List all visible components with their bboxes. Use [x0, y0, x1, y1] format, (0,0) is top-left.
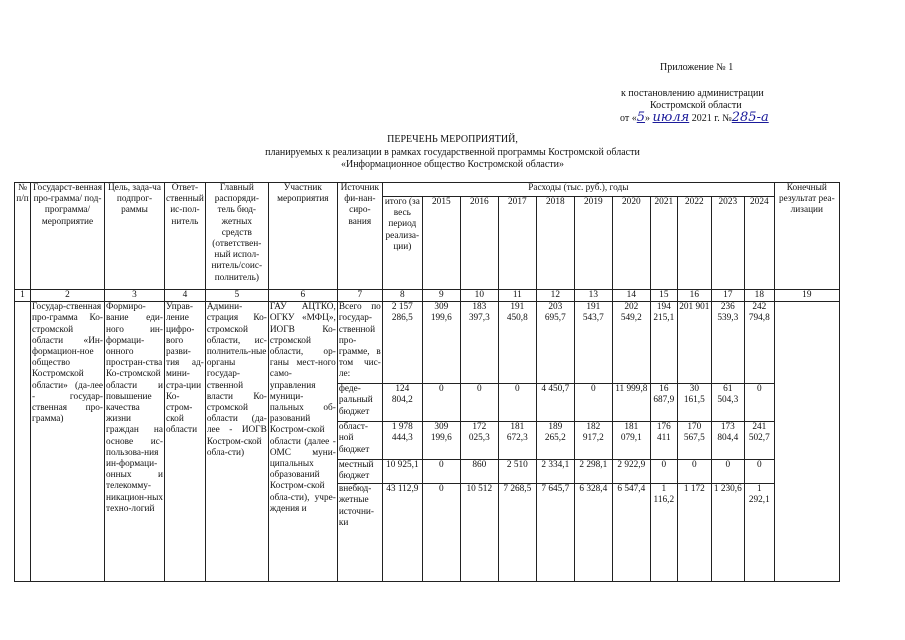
- value-cell: 7 645,7: [536, 484, 574, 582]
- header-program: Государст-венная про-грамма/ под-программа/ мероприятие: [31, 183, 105, 290]
- value-cell: 203 695,7: [536, 302, 574, 384]
- value-cell: 10 512: [460, 484, 498, 582]
- total-cell: 43 112,9: [382, 484, 422, 582]
- value-cell: 181 672,3: [498, 422, 536, 460]
- value-cell: 6 547,4: [612, 484, 650, 582]
- value-cell: 182 917,2: [574, 422, 612, 460]
- value-cell: 0: [422, 460, 460, 484]
- header-year: 2017: [498, 197, 536, 290]
- value-cell: 61 504,3: [711, 384, 744, 422]
- header-participant: Участник мероприятия: [268, 183, 337, 290]
- value-cell: 173 804,4: [711, 422, 744, 460]
- value-cell: 236 539,3: [711, 302, 744, 384]
- header-year: 2021: [650, 197, 677, 290]
- header-expenses: Расходы (тыс. руб.), годы: [382, 183, 774, 197]
- column-number: 5: [205, 290, 268, 302]
- participant-cell: ГАУ АЦТКО, ОГКУ «МФЦ», ИОГВ Ко-стромской области, ор-ганы мест-ного само-управления муници-пальных об-разований Костром-ской области (далее - ОМС муни-ципальных образований Костром-ской обла-сти), учре-ждения и: [268, 302, 337, 582]
- header-year: 2018: [536, 197, 574, 290]
- value-cell: 0: [711, 460, 744, 484]
- value-cell: 191 450,8: [498, 302, 536, 384]
- column-number: 7: [337, 290, 382, 302]
- total-cell: 2 157 286,5: [382, 302, 422, 384]
- value-cell: 202 549,2: [612, 302, 650, 384]
- value-cell: 1 116,2: [650, 484, 677, 582]
- result-cell: [774, 302, 839, 582]
- decree-prefix: от «: [620, 113, 637, 124]
- header-source: Источник фи-нан-сиро-вания: [337, 183, 382, 290]
- header-row-top: [15, 183, 840, 197]
- value-cell: 172 025,3: [460, 422, 498, 460]
- value-cell: 191 543,7: [574, 302, 612, 384]
- decree-line-1: к постановлению администрации: [621, 88, 764, 99]
- source-cell: област-ной бюджет: [337, 422, 382, 460]
- value-cell: 7 268,5: [498, 484, 536, 582]
- column-number: 3: [105, 290, 165, 302]
- total-cell: 10 925,1: [382, 460, 422, 484]
- value-cell: 6 328,4: [574, 484, 612, 582]
- value-cell: 4 450,7: [536, 384, 574, 422]
- column-number: 2: [31, 290, 105, 302]
- header-total: итого (за весь период реализа-ции): [382, 197, 422, 290]
- column-number: 18: [744, 290, 774, 302]
- value-cell: 0: [744, 460, 774, 484]
- value-cell: 0: [744, 384, 774, 422]
- header-year: 2019: [574, 197, 612, 290]
- value-cell: 241 502,7: [744, 422, 774, 460]
- total-cell: 1 978 444,3: [382, 422, 422, 460]
- document-subtitle-1: планируемых к реализации в рамках государственной программы Костромской области: [265, 147, 640, 158]
- value-cell: 189 265,2: [536, 422, 574, 460]
- decree-year: 2021 г. №: [691, 113, 732, 124]
- value-cell: 2 298,1: [574, 460, 612, 484]
- value-cell: 0: [498, 384, 536, 422]
- header-result: Конечный результат реа-лизации: [774, 183, 839, 290]
- value-cell: 309 199,6: [422, 302, 460, 384]
- column-number-row: [15, 290, 840, 302]
- decree-mid: »: [645, 113, 651, 124]
- total-cell: 124 804,2: [382, 384, 422, 422]
- header-year: 2016: [460, 197, 498, 290]
- value-cell: 0: [422, 384, 460, 422]
- column-number: 17: [711, 290, 744, 302]
- document-title: ПЕРЕЧЕНЬ МЕРОПРИЯТИЙ,: [387, 134, 518, 145]
- appendix-label: Приложение № 1: [660, 62, 734, 73]
- manager-cell: Админи-страция Ко-стромской области, ис-полнитель-ные органы государ-ственной власти Ко-стромской области (да-лее - ИОГВ Костром-ской обла-сти): [205, 302, 268, 582]
- value-cell: 0: [422, 484, 460, 582]
- source-cell: феде-ральный бюджет: [337, 384, 382, 422]
- column-number: 15: [650, 290, 677, 302]
- source-cell: внебюд-жетные источни-ки: [337, 484, 382, 582]
- column-number: 14: [612, 290, 650, 302]
- value-cell: 183 397,3: [460, 302, 498, 384]
- header-year: 2022: [677, 197, 711, 290]
- column-number: 1: [15, 290, 31, 302]
- column-number: 10: [460, 290, 498, 302]
- column-number: 9: [422, 290, 460, 302]
- decree-day: 5: [636, 110, 646, 125]
- value-cell: 170 567,5: [677, 422, 711, 460]
- source-cell: местный бюджет: [337, 460, 382, 484]
- column-number: 19: [774, 290, 839, 302]
- column-number: 16: [677, 290, 711, 302]
- column-number: 8: [382, 290, 422, 302]
- value-cell: 2 510: [498, 460, 536, 484]
- value-cell: 0: [460, 384, 498, 422]
- activities-table: [14, 182, 840, 582]
- decree-date-line: [620, 110, 769, 125]
- value-cell: 1 292,1: [744, 484, 774, 582]
- funding-row-total: [15, 302, 840, 384]
- decree-line-2: Костромской области: [650, 100, 742, 111]
- value-cell: 0: [574, 384, 612, 422]
- header-year: 2023: [711, 197, 744, 290]
- header-responsible: Ответ-ственный ис-пол-нитель: [165, 183, 206, 290]
- value-cell: 2 922,9: [612, 460, 650, 484]
- column-number: 11: [498, 290, 536, 302]
- value-cell: 176 411: [650, 422, 677, 460]
- value-cell: 0: [650, 460, 677, 484]
- source-cell: Всего по государ-ственной про-грамме, в том чис-ле:: [337, 302, 382, 384]
- value-cell: 181 079,1: [612, 422, 650, 460]
- header-manager: Главный распоряди-тель бюд-жетных средств (ответствен-ный испол-нитель/соис-полнитель): [205, 183, 268, 290]
- header-year: 2015: [422, 197, 460, 290]
- header-year: 2020: [612, 197, 650, 290]
- header-goal: Цель, зада-ча подпрог-раммы: [105, 183, 165, 290]
- responsible-cell: Управ-ление цифро-вого разви-тия ад-мини-стра-ции Ко-стром-ской области: [165, 302, 206, 582]
- value-cell: 11 999,8: [612, 384, 650, 422]
- value-cell: 1 230,6: [711, 484, 744, 582]
- column-number: 12: [536, 290, 574, 302]
- header-year: 2024: [744, 197, 774, 290]
- decree-month: июля: [652, 110, 690, 125]
- value-cell: 0: [677, 460, 711, 484]
- value-cell: 201 901: [677, 302, 711, 384]
- row-num: [15, 302, 31, 582]
- document-subtitle-2: «Информационное общество Костромской области»: [340, 159, 565, 170]
- value-cell: 30 161,5: [677, 384, 711, 422]
- program-cell: Государ-ственная про-грамма Ко-стромской области «Ин-формацион-ное общество Костромской области» (да-лее - государ-ственная про-грамма): [31, 302, 105, 582]
- column-number: 6: [268, 290, 337, 302]
- value-cell: 860: [460, 460, 498, 484]
- value-cell: 194 215,1: [650, 302, 677, 384]
- value-cell: 309 199,6: [422, 422, 460, 460]
- value-cell: 242 794,8: [744, 302, 774, 384]
- header-num: № п/п: [15, 183, 31, 290]
- column-number: 13: [574, 290, 612, 302]
- goal-cell: Формиро-вание еди-ного ин-формаци-онного простран-ства Ко-стромской области и повышение качества жизни граждан на основе ис-пользова-ния ин-формаци-онных и телекомму-никацион-ных техно-логий: [105, 302, 165, 582]
- decree-number: 285-а: [731, 110, 769, 125]
- column-number: 4: [165, 290, 206, 302]
- value-cell: 1 172: [677, 484, 711, 582]
- value-cell: 2 334,1: [536, 460, 574, 484]
- value-cell: 16 687,9: [650, 384, 677, 422]
